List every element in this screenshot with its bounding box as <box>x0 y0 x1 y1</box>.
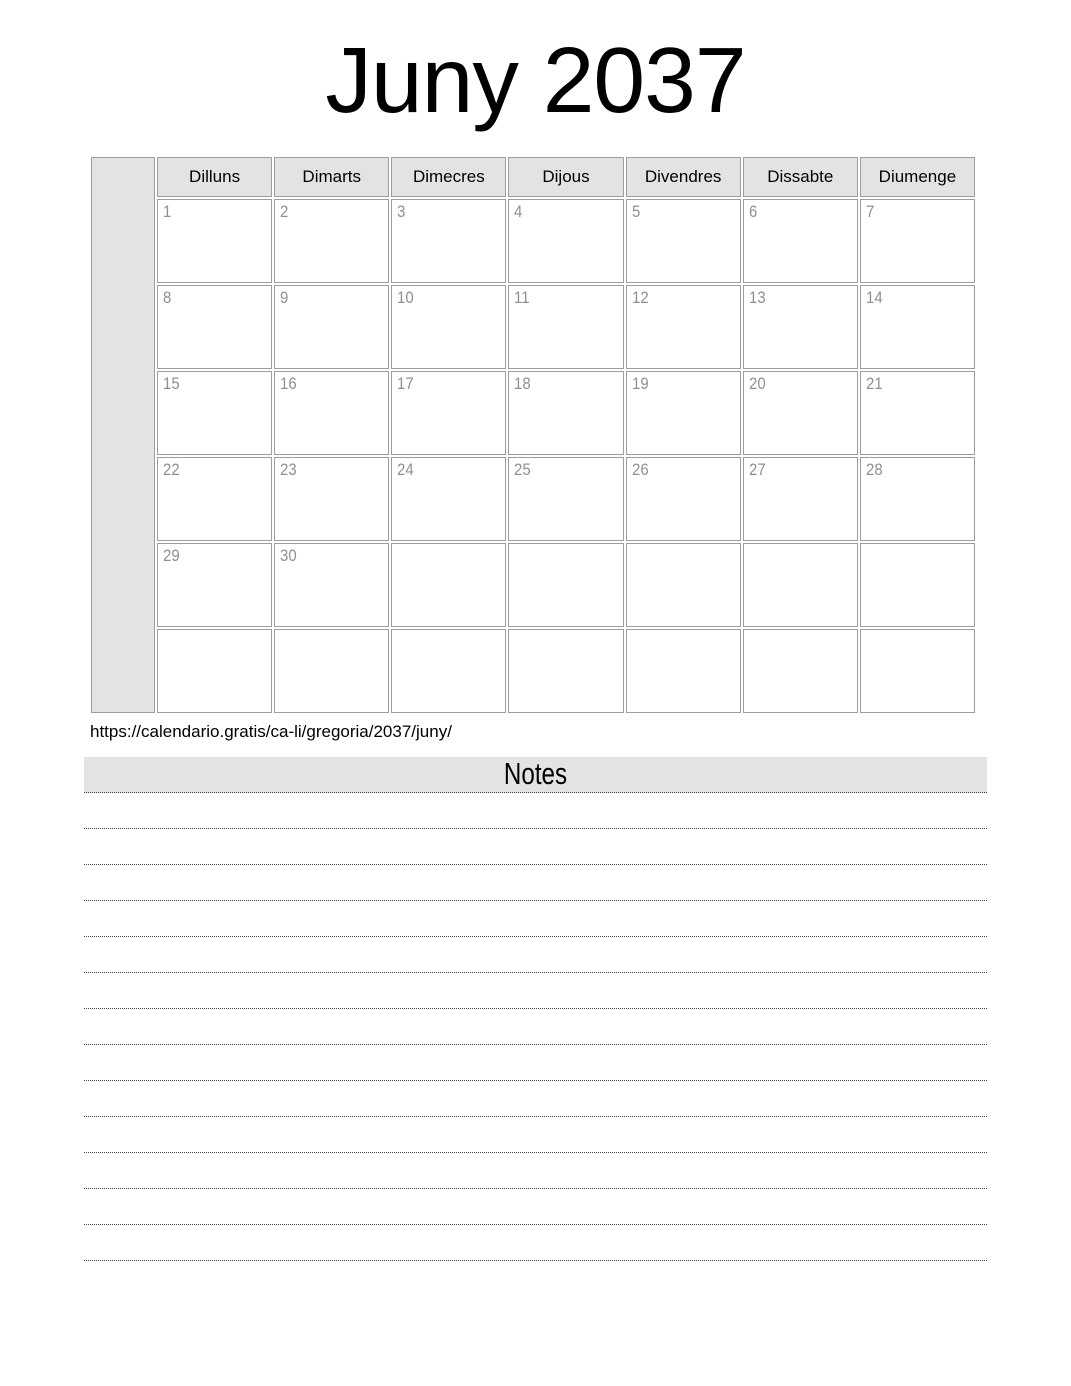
day-cell <box>743 199 858 283</box>
day-cell <box>274 629 389 713</box>
note-line <box>84 1117 987 1153</box>
day-cell <box>860 457 975 541</box>
note-line <box>84 937 987 973</box>
day-cell <box>626 371 741 455</box>
day-cell <box>391 285 506 369</box>
day-cell <box>274 285 389 369</box>
notes-title: Notes <box>503 756 568 791</box>
note-line <box>84 901 987 937</box>
day-cell <box>508 457 623 541</box>
day-number: 29 <box>163 546 180 565</box>
day-cell <box>508 543 623 627</box>
day-cell <box>508 371 623 455</box>
day-number: 18 <box>514 374 532 393</box>
note-line <box>84 829 987 865</box>
note-line <box>84 1009 987 1045</box>
note-line <box>84 1153 987 1189</box>
day-cell <box>626 543 741 627</box>
day-cell <box>860 629 975 713</box>
weekday-header: Dijous <box>508 157 623 197</box>
note-line <box>84 865 987 901</box>
day-cell <box>860 371 975 455</box>
day-cell <box>157 457 272 541</box>
day-cell <box>391 371 506 455</box>
day-number: 11 <box>514 288 530 307</box>
day-number: 23 <box>280 460 297 479</box>
day-cell <box>157 371 272 455</box>
day-number: 25 <box>514 460 532 479</box>
day-number: 21 <box>865 374 883 393</box>
day-cell <box>274 371 389 455</box>
day-number: 26 <box>631 460 649 479</box>
week-row <box>91 457 975 541</box>
day-cell <box>274 199 389 283</box>
day-number: 12 <box>631 288 649 307</box>
day-number: 1 <box>163 202 172 221</box>
note-line <box>84 1045 987 1081</box>
day-number: 8 <box>163 288 172 307</box>
day-cell <box>626 457 741 541</box>
weekday-header: Dissabte <box>743 157 858 197</box>
day-cell <box>626 285 741 369</box>
day-number: 4 <box>514 202 523 221</box>
day-cell <box>391 629 506 713</box>
day-cell <box>743 629 858 713</box>
day-cell <box>860 285 975 369</box>
note-line <box>84 1225 987 1261</box>
day-number: 3 <box>397 202 406 221</box>
notes-header-bar <box>84 757 987 793</box>
day-number: 24 <box>397 460 414 479</box>
week-row <box>91 285 975 369</box>
day-cell <box>626 199 741 283</box>
note-line <box>84 973 987 1009</box>
day-number: 28 <box>865 460 883 479</box>
calendar-table <box>89 155 977 715</box>
day-cell <box>391 543 506 627</box>
day-cell <box>157 543 272 627</box>
note-line <box>84 793 987 829</box>
day-cell <box>274 543 389 627</box>
page-title: Juny 2037 <box>325 28 746 132</box>
day-cell <box>626 629 741 713</box>
day-number: 5 <box>631 202 640 221</box>
week-row <box>91 629 975 713</box>
day-number: 6 <box>748 202 758 221</box>
day-number: 7 <box>865 202 875 221</box>
weekday-header-row <box>91 157 975 197</box>
side-gutter-cell <box>91 157 155 713</box>
week-row <box>91 199 975 283</box>
week-row <box>91 543 975 627</box>
weekday-header: Dimarts <box>274 157 389 197</box>
day-number: 30 <box>280 546 297 565</box>
day-number: 22 <box>163 460 180 479</box>
day-cell <box>508 285 623 369</box>
day-number: 17 <box>397 374 414 393</box>
note-line <box>84 1189 987 1225</box>
day-number: 2 <box>280 202 289 221</box>
day-number: 13 <box>748 288 766 307</box>
day-number: 27 <box>748 460 766 479</box>
day-cell <box>860 543 975 627</box>
day-number: 10 <box>397 288 414 307</box>
day-cell <box>743 457 858 541</box>
day-cell <box>157 199 272 283</box>
day-number: 15 <box>163 374 180 393</box>
notes-section <box>84 757 987 1261</box>
day-cell <box>391 199 506 283</box>
weekday-header: Dilluns <box>157 157 272 197</box>
day-cell <box>508 199 623 283</box>
weekday-header: Diumenge <box>860 157 975 197</box>
day-cell <box>274 457 389 541</box>
week-row <box>91 371 975 455</box>
day-cell <box>508 629 623 713</box>
day-number: 20 <box>748 374 766 393</box>
weekday-header: Divendres <box>626 157 741 197</box>
day-cell <box>743 371 858 455</box>
day-cell <box>391 457 506 541</box>
day-number: 14 <box>865 288 883 307</box>
day-cell <box>157 285 272 369</box>
day-number: 19 <box>631 374 649 393</box>
day-cell <box>743 285 858 369</box>
day-cell <box>743 543 858 627</box>
source-url-text: https://calendario.gratis/ca-li/gregoria/2037/juny/ <box>90 722 452 741</box>
day-number: 16 <box>280 374 297 393</box>
notes-ruled-area <box>84 793 987 1261</box>
day-cell <box>860 199 975 283</box>
note-line <box>84 1081 987 1117</box>
day-cell <box>157 629 272 713</box>
weekday-header: Dimecres <box>391 157 506 197</box>
day-number: 9 <box>280 288 289 307</box>
